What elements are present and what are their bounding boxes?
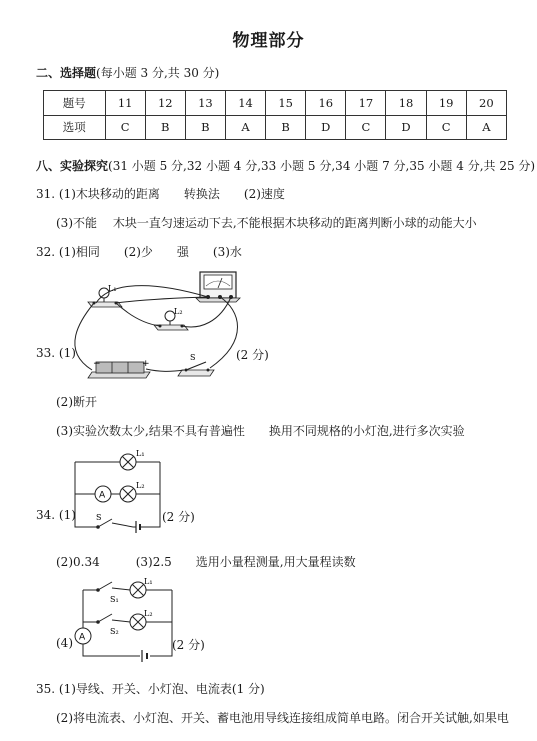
table-cell-number: 17 bbox=[346, 91, 386, 116]
table-header-cell: 选项 bbox=[44, 115, 106, 140]
q31-line-1: 31. (1)木块移动的距离 转换法 (2)速度 bbox=[36, 187, 285, 201]
table-cell-answer: A bbox=[466, 115, 506, 140]
label-minus: − bbox=[93, 359, 101, 369]
q33-label: 33. (1) bbox=[36, 346, 76, 360]
q35-line-1: 35. (1)导线、开关、小灯泡、电流表(1 分) bbox=[36, 682, 265, 696]
table-cell-number: 12 bbox=[145, 91, 185, 116]
q35-line-2: (2)将电流表、小灯泡、开关、蓄电池用导线连接组成简单电路。闭合开关试触,如果电 bbox=[56, 711, 509, 725]
q34-label-l2: L₂ bbox=[136, 481, 145, 490]
table-cell-number: 20 bbox=[466, 91, 506, 116]
q34-label-s: S bbox=[96, 513, 102, 522]
table-cell-answer: C bbox=[346, 115, 386, 140]
q34-score: (2 分) bbox=[162, 510, 195, 524]
q33-line-2: (2)断开 bbox=[56, 395, 97, 409]
table-cell-answer: D bbox=[306, 115, 346, 140]
table-cell-number: 13 bbox=[185, 91, 225, 116]
q34-label: 34. (1) bbox=[36, 508, 76, 522]
table-cell-number: 14 bbox=[225, 91, 265, 116]
table-cell-answer: D bbox=[386, 115, 426, 140]
table-cell-number: 18 bbox=[386, 91, 426, 116]
page-title: 物理部分 bbox=[232, 31, 305, 51]
q34-label-l1: L₁ bbox=[136, 449, 145, 458]
q4-label-s1: S₁ bbox=[110, 595, 119, 604]
table-cell-answer: B bbox=[266, 115, 306, 140]
table-cell-number: 16 bbox=[306, 91, 346, 116]
table-cell-answer: C bbox=[105, 115, 145, 140]
table-cell-number: 19 bbox=[426, 91, 466, 116]
q31-line-2: (3)不能 木块一直匀速运动下去,不能根据木块移动的距离判断小球的动能大小 bbox=[56, 216, 477, 230]
switch-s2-symbol bbox=[96, 614, 112, 624]
table-header-cell: 题号 bbox=[44, 91, 106, 116]
label-l2: L₂ bbox=[174, 307, 183, 316]
q4-label-l1: L₁ bbox=[144, 577, 153, 586]
label-l1: L₁ bbox=[108, 284, 117, 293]
q33-line-3: (3)实验次数太少,结果不具有普遍性 换用不同规格的小灯泡,进行多次实验 bbox=[56, 424, 465, 438]
table-cell-number: 15 bbox=[266, 91, 306, 116]
q4-score: (2 分) bbox=[172, 638, 205, 652]
section-2-title: 二、选择题 bbox=[36, 66, 97, 80]
q34-line-2: (2)0.34 (3)2.5 选用小量程测量,用大量程读数 bbox=[56, 555, 356, 569]
q4-label-l2: L₂ bbox=[144, 609, 153, 618]
section-8-note: (31 小题 5 分,32 小题 4 分,33 小题 5 分,34 小题 7 分,35 小题 4 分,共 25 分) bbox=[108, 159, 536, 173]
q4-label: (4) bbox=[56, 636, 73, 650]
switch-s1-symbol bbox=[96, 582, 112, 592]
table-cell-answer: B bbox=[145, 115, 185, 140]
q4-battery-symbol bbox=[142, 650, 147, 662]
label-s: S bbox=[190, 353, 196, 362]
q33-score: (2 分) bbox=[236, 348, 269, 362]
q32-line-1: 32. (1)相同 (2)少 强 (3)水 bbox=[36, 245, 242, 259]
table-cell-answer: A bbox=[225, 115, 265, 140]
table-cell-answer: C bbox=[426, 115, 466, 140]
table-cell-answer: B bbox=[185, 115, 225, 140]
q4-label-s2: S₂ bbox=[110, 627, 119, 636]
section-2-note: (每小题 3 分,共 30 分) bbox=[96, 66, 220, 80]
label-plus: + bbox=[142, 359, 150, 369]
q34-label-a: A bbox=[99, 490, 106, 501]
q4-label-a: A bbox=[79, 632, 86, 643]
table-cell-number: 11 bbox=[105, 91, 145, 116]
section-8-title: 八、实验探究 bbox=[36, 159, 109, 173]
